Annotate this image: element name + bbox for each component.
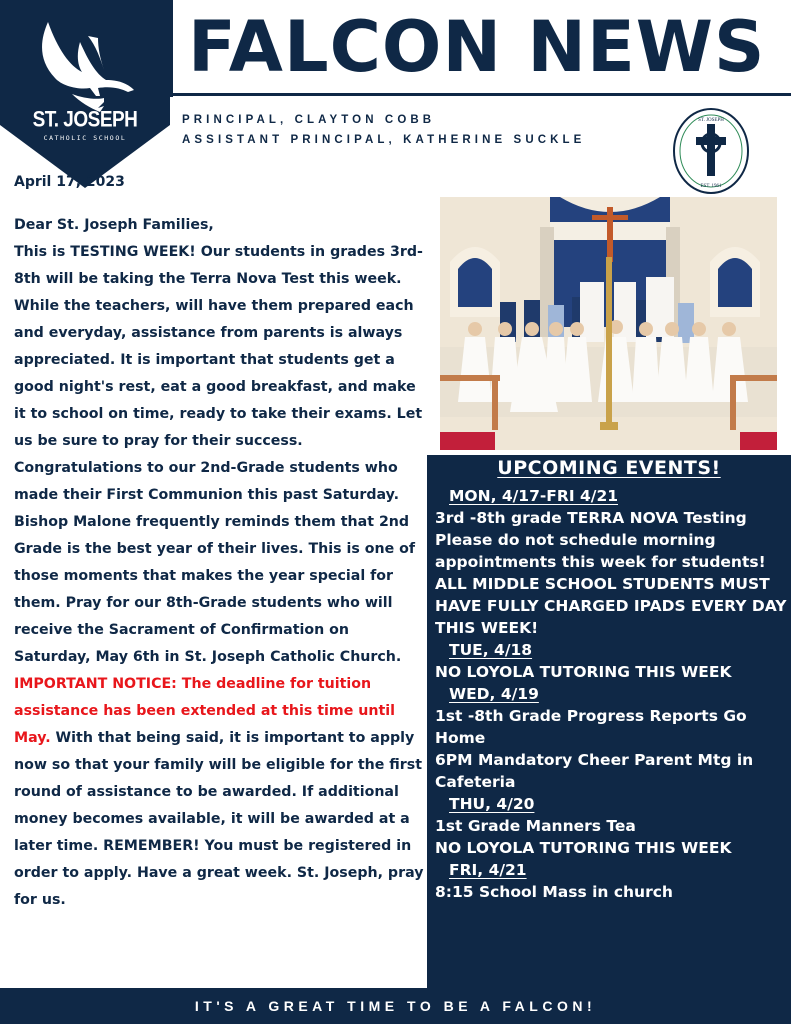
event-item: 1st -8th Grade Progress Reports Go Home	[435, 707, 747, 747]
svg-text:ST. JOSEPH: ST. JOSEPH	[698, 118, 724, 123]
letter-paragraph-communion: Congratulations to our 2nd-Grade students who made their First Communion this past Saturday. Bishop Malone frequently reminds them that 2nd Grade is the best year of their lives. This is one of those moments that makes the year special for them. Pray for our 8th-Grade students who will receive the Sacrament of Confirmation on Saturday, May 6th in St. Joseph Catholic Church.	[14, 460, 416, 665]
event-item: NO LOYOLA TUTORING THIS WEEK	[435, 839, 732, 857]
principal-letter	[14, 212, 430, 914]
event-day-fri: FRI, 4/21	[449, 861, 527, 879]
church-photo-illustration	[440, 197, 777, 450]
school-logo-banner	[0, 0, 170, 188]
events-heading: UPCOMING EVENTS!	[497, 457, 721, 479]
header-horizontal-rule	[170, 93, 791, 96]
footer-tagline: IT'S A GREAT TIME TO BE A FALCON!	[0, 988, 791, 1024]
letter-paragraph-tuition	[14, 671, 430, 914]
event-item: 1st Grade Manners Tea	[435, 817, 636, 835]
staff-list	[182, 110, 585, 150]
event-day-mon-fri: MON, 4/17-FRI 4/21	[449, 487, 619, 505]
event-item: Please do not schedule morning appointments this week for students!	[435, 531, 766, 571]
event-item: 3rd -8th grade TERRA NOVA Testing	[435, 509, 747, 527]
event-item: ALL MIDDLE SCHOOL STUDENTS MUST HAVE FULLY CHARGED IPADS EVERY DAY THIS WEEK!	[435, 575, 787, 637]
event-day-wed: WED, 4/19	[449, 685, 539, 703]
principal-name: PRINCIPAL, CLAYTON COBB	[182, 114, 436, 126]
letter-paragraph-testing: This is TESTING WEEK! Our students in grades 3rd-8th will be taking the Terra Nova Test this week. While the teachers, will have them prepared each and everyday, assistance from parents is always appreciated. It is important that students get a good night's rest, eat a good breakfast, and make it to school on time, ready to take their exams. Let us be sure to pray for their success.	[14, 244, 423, 449]
header-vertical-rule	[170, 0, 173, 97]
newsletter-title: FALCON NEWS	[188, 6, 766, 88]
upcoming-events-panel	[427, 455, 791, 988]
event-item: NO LOYOLA TUTORING THIS WEEK	[435, 663, 732, 681]
event-day-tue: TUE, 4/18	[449, 641, 533, 659]
first-communion-photo	[440, 197, 777, 450]
letter-date: April 17, 2023	[14, 174, 125, 190]
event-item: 6PM Mandatory Cheer Parent Mtg in Cafeteria	[435, 751, 754, 791]
letter-greeting: Dear St. Joseph Families,	[14, 217, 214, 233]
school-name: ST. JOSEPH	[32, 108, 138, 133]
important-notice: IMPORTANT NOTICE: The deadline for tuition assistance has been extended at this time until May.	[14, 676, 395, 746]
assistant-principal-name: ASSISTANT PRINCIPAL, KATHERINE SUCKLE	[182, 134, 586, 146]
banner-shape	[0, 0, 170, 188]
seal-cross-icon	[672, 107, 750, 195]
tuition-details: With that being said, it is important to apply now so that your family will be eligible for the first round of assistance to be awarded. If additional money becomes available, it will be awarded at a later time. REMEMBER! You must be registered in order to apply. Have a great week. St. Joseph, pray for us.	[14, 730, 424, 908]
school-seal	[672, 107, 750, 195]
event-item: 8:15 School Mass in church	[435, 883, 673, 901]
event-day-thu: THU, 4/20	[449, 795, 535, 813]
svg-text:EST. 1961: EST. 1961	[700, 184, 722, 189]
school-subtitle: CATHOLIC SCHOOL	[43, 134, 127, 142]
